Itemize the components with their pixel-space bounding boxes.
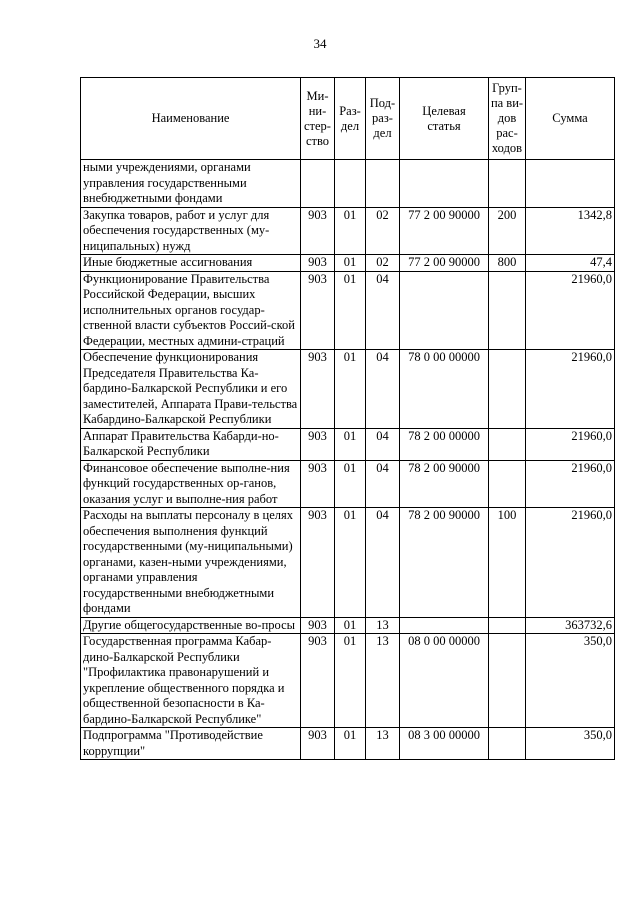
cell-ministry: 903 xyxy=(301,350,335,429)
cell-subsection: 04 xyxy=(366,428,400,460)
cell-ministry: 903 xyxy=(301,728,335,760)
cell-subsection: 13 xyxy=(366,728,400,760)
cell-sum: 21960,0 xyxy=(526,460,615,508)
cell-target xyxy=(400,160,489,208)
cell-section: 01 xyxy=(335,460,366,508)
cell-name: Расходы на выплаты персоналу в целях обеспечения выполнения функций государственными (му-ниципальными) органами, казен-ными учреждениями, органами управления государственными внебюджетными фондами xyxy=(81,508,301,618)
cell-group xyxy=(489,271,526,350)
cell-subsection: 02 xyxy=(366,255,400,272)
table-header-row xyxy=(81,78,615,160)
cell-ministry: 903 xyxy=(301,508,335,618)
cell-ministry xyxy=(301,160,335,208)
cell-subsection: 04 xyxy=(366,350,400,429)
header-sum: Сумма xyxy=(526,78,615,160)
cell-target: 78 2 00 90000 xyxy=(400,508,489,618)
table-row xyxy=(81,617,615,634)
table-row xyxy=(81,508,615,618)
table-row xyxy=(81,271,615,350)
cell-group xyxy=(489,160,526,208)
cell-subsection: 13 xyxy=(366,634,400,728)
cell-group xyxy=(489,728,526,760)
cell-ministry: 903 xyxy=(301,428,335,460)
cell-name: Другие общегосударственные во-просы xyxy=(81,617,301,634)
cell-sum: 21960,0 xyxy=(526,350,615,429)
header-target: Целевая статья xyxy=(400,78,489,160)
cell-ministry: 903 xyxy=(301,617,335,634)
cell-name: Закупка товаров, работ и услуг для обеспечения государственных (му-ниципальных) нужд xyxy=(81,207,301,255)
cell-target: 77 2 00 90000 xyxy=(400,255,489,272)
cell-group: 800 xyxy=(489,255,526,272)
cell-name: Функционирование Правительства Российской Федерации, высших исполнительных органов государ-ственной власти субъектов Россий-ской Федерации, местных админи-страций xyxy=(81,271,301,350)
header-ministry: Ми- ни- стер- ство xyxy=(301,78,335,160)
cell-subsection: 04 xyxy=(366,271,400,350)
cell-subsection: 02 xyxy=(366,207,400,255)
cell-name: Финансовое обеспечение выполне-ния функций государственных ор-ганов, оказания услуг и выполне-ния работ xyxy=(81,460,301,508)
header-section: Раз- дел xyxy=(335,78,366,160)
cell-ministry: 903 xyxy=(301,255,335,272)
cell-target: 78 0 00 00000 xyxy=(400,350,489,429)
cell-target: 08 3 00 00000 xyxy=(400,728,489,760)
cell-section: 01 xyxy=(335,271,366,350)
cell-subsection: 04 xyxy=(366,508,400,618)
cell-section: 01 xyxy=(335,350,366,429)
cell-name: Подпрограмма "Противодействие коррупции" xyxy=(81,728,301,760)
cell-section: 01 xyxy=(335,634,366,728)
cell-group: 100 xyxy=(489,508,526,618)
cell-sum: 21960,0 xyxy=(526,271,615,350)
header-group: Груп- па ви- дов рас- ходов xyxy=(489,78,526,160)
cell-sum: 350,0 xyxy=(526,634,615,728)
cell-group xyxy=(489,634,526,728)
header-name: Наименование xyxy=(81,78,301,160)
cell-sum: 21960,0 xyxy=(526,508,615,618)
table-row xyxy=(81,460,615,508)
cell-ministry: 903 xyxy=(301,634,335,728)
cell-section xyxy=(335,160,366,208)
cell-group xyxy=(489,428,526,460)
cell-sum: 47,4 xyxy=(526,255,615,272)
table-row xyxy=(81,160,615,208)
cell-section: 01 xyxy=(335,617,366,634)
cell-group xyxy=(489,617,526,634)
cell-group xyxy=(489,350,526,429)
table-row xyxy=(81,207,615,255)
cell-ministry: 903 xyxy=(301,207,335,255)
cell-subsection: 04 xyxy=(366,460,400,508)
cell-group: 200 xyxy=(489,207,526,255)
cell-section: 01 xyxy=(335,728,366,760)
cell-name: Аппарат Правительства Кабарди-но-Балкарской Республики xyxy=(81,428,301,460)
cell-name: ными учреждениями, органами управления государственными внебюджетными фондами xyxy=(81,160,301,208)
cell-section: 01 xyxy=(335,255,366,272)
table-row xyxy=(81,634,615,728)
cell-section: 01 xyxy=(335,508,366,618)
cell-target: 08 0 00 00000 xyxy=(400,634,489,728)
table-row xyxy=(81,428,615,460)
cell-name: Обеспечение функционирования Председателя Правительства Ка-бардино-Балкарской Республики и его заместителей, Аппарата Прави-тельства Кабардино-Балкарской Республики xyxy=(81,350,301,429)
cell-sum: 1342,8 xyxy=(526,207,615,255)
table-row xyxy=(81,255,615,272)
cell-sum xyxy=(526,160,615,208)
cell-subsection xyxy=(366,160,400,208)
cell-name: Государственная программа Кабар-дино-Балкарской Республики "Профилактика правонарушений и укрепление общественного порядка и общественной безопасности в Ка-бардино-Балкарской Республике" xyxy=(81,634,301,728)
table-row xyxy=(81,728,615,760)
table-row xyxy=(81,350,615,429)
cell-section: 01 xyxy=(335,428,366,460)
cell-ministry: 903 xyxy=(301,271,335,350)
cell-sum: 350,0 xyxy=(526,728,615,760)
header-subsection: Под- раз- дел xyxy=(366,78,400,160)
cell-target: 78 2 00 90000 xyxy=(400,460,489,508)
cell-target xyxy=(400,271,489,350)
cell-target: 78 2 00 00000 xyxy=(400,428,489,460)
cell-sum: 21960,0 xyxy=(526,428,615,460)
cell-target xyxy=(400,617,489,634)
cell-ministry: 903 xyxy=(301,460,335,508)
table-body xyxy=(81,160,615,760)
page-number: 34 xyxy=(313,36,327,51)
cell-name: Иные бюджетные ассигнования xyxy=(81,255,301,272)
cell-group xyxy=(489,460,526,508)
cell-subsection: 13 xyxy=(366,617,400,634)
cell-section: 01 xyxy=(335,207,366,255)
cell-sum: 363732,6 xyxy=(526,617,615,634)
cell-target: 77 2 00 90000 xyxy=(400,207,489,255)
budget-table xyxy=(80,77,615,760)
